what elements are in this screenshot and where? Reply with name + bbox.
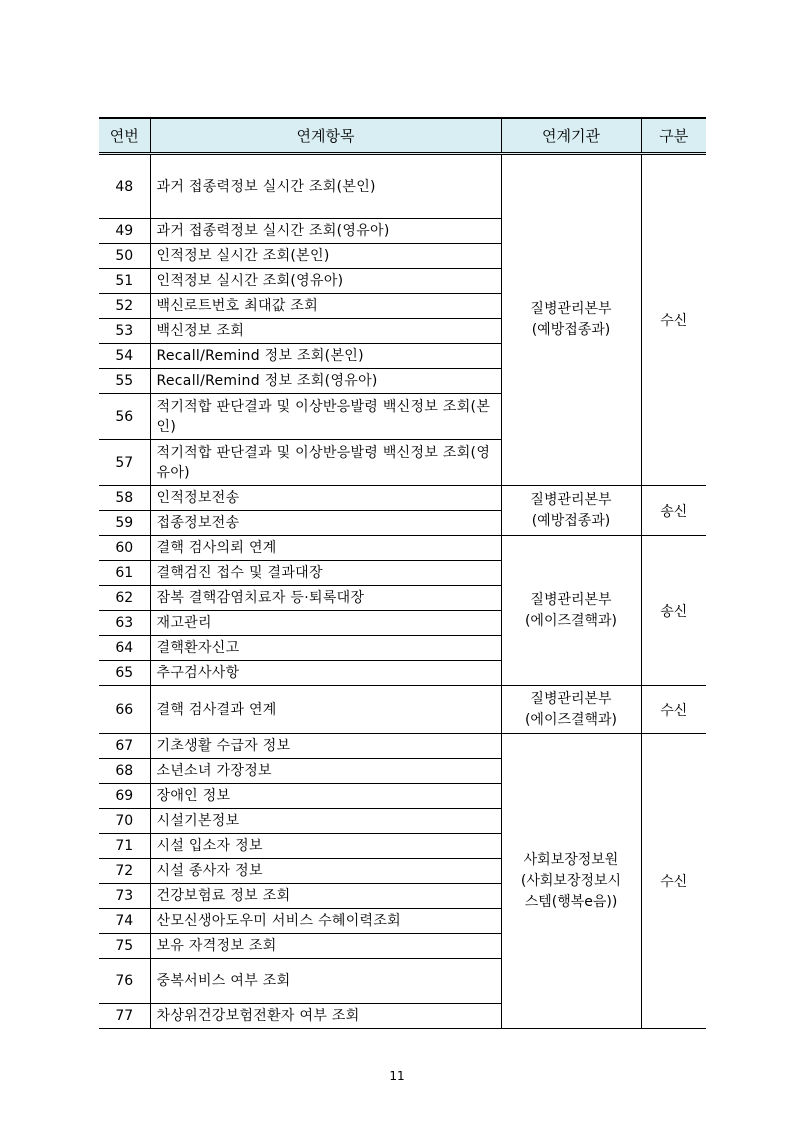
row-item: 백신정보 조회 [150,319,501,344]
row-number: 72 [99,859,150,884]
table-row [99,154,706,219]
division-cell: 송신 [641,486,706,536]
row-item: 소년소녀 가장정보 [150,759,501,784]
division-cell: 수신 [641,154,706,486]
row-number: 70 [99,809,150,834]
agency-dept: (에이즈결핵과) [524,711,618,728]
row-number: 48 [99,154,150,219]
table-row [99,536,706,561]
row-item: 인적정보 실시간 조회(영유아) [150,269,501,294]
header-link-agency: 연계기관 [501,118,641,154]
page-number: 11 [389,1069,405,1083]
agency-cell [501,686,641,734]
row-item: 중복서비스 여부 조회 [150,959,501,1004]
table-row [99,486,706,511]
row-item: 시설기본정보 [150,809,501,834]
integration-items-table [99,117,706,1029]
agency-dept: (예방접종과) [531,512,611,529]
row-item: 기초생활 수급자 정보 [150,734,501,759]
agency-dept: (예방접종과) [531,322,611,338]
row-number: 63 [99,611,150,636]
row-item: 과거 접종력정보 실시간 조회(본인) [150,154,501,219]
row-item: 시설 종사자 정보 [150,859,501,884]
agency-name: 질병관리본부 [530,591,612,608]
row-number: 67 [99,734,150,759]
row-number: 62 [99,586,150,611]
agency-dept: (사회보장정보시 [520,872,622,889]
row-number: 54 [99,344,150,369]
row-item: 적기적합 판단결과 및 이상반응발령 백신정보 조회(본인) [150,394,501,440]
agency-dept: (에이즈결핵과) [524,612,618,629]
row-item: 잠복 결핵감염치료자 등·퇴록대장 [150,586,501,611]
row-number: 59 [99,511,150,536]
row-number: 73 [99,884,150,909]
division-cell: 송신 [641,536,706,686]
agency-cell [501,154,641,486]
agency-cell [501,734,641,1029]
row-number: 68 [99,759,150,784]
table-header-row [99,118,706,154]
row-item: 인적정보전송 [150,486,501,511]
row-item: 결핵 검사결과 연계 [150,686,501,734]
row-number: 76 [99,959,150,1004]
row-item: 보유 자격정보 조회 [150,934,501,959]
division-cell: 수신 [641,686,706,734]
row-number: 55 [99,369,150,394]
row-item: 장애인 정보 [150,784,501,809]
row-number: 75 [99,934,150,959]
row-number: 74 [99,909,150,934]
row-item: Recall/Remind 정보 조회(영유아) [150,369,501,394]
agency-name: 사회보장정보원 [523,851,619,868]
row-number: 65 [99,661,150,686]
row-item: 적기적합 판단결과 및 이상반응발령 백신정보 조회(영유아) [150,440,501,486]
row-item: 접종정보전송 [150,511,501,536]
agency-name: 질병관리본부 [530,301,612,317]
table-row [99,686,706,734]
row-number: 60 [99,536,150,561]
row-item: 건강보험료 정보 조회 [150,884,501,909]
table-row [99,734,706,759]
row-number: 69 [99,784,150,809]
division-cell: 수신 [641,734,706,1029]
agency-name: 질병관리본부 [530,491,612,508]
row-item: 백신로트번호 최대값 조회 [150,294,501,319]
row-item: 시설 입소자 정보 [150,834,501,859]
row-item: 인적정보 실시간 조회(본인) [150,244,501,269]
header-division: 구분 [641,118,706,154]
row-number: 61 [99,561,150,586]
row-number: 57 [99,440,150,486]
agency-cell [501,536,641,686]
row-number: 52 [99,294,150,319]
row-item: 차상위건강보험전환자 여부 조회 [150,1004,501,1029]
row-number: 64 [99,636,150,661]
row-item: Recall/Remind 정보 조회(본인) [150,344,501,369]
row-number: 56 [99,394,150,440]
row-item: 추구검사사항 [150,661,501,686]
agency-name: 질병관리본부 [530,690,612,707]
agency-dept-cont: 스템(행복e음)) [524,893,618,910]
row-number: 49 [99,219,150,244]
agency-cell [501,486,641,536]
row-item: 산모신생아도우미 서비스 수혜이력조회 [150,909,501,934]
header-link-item: 연계항목 [150,118,501,154]
row-item: 결핵환자신고 [150,636,501,661]
row-number: 51 [99,269,150,294]
row-item: 과거 접종력정보 실시간 조회(영유아) [150,219,501,244]
row-item: 결핵검진 접수 및 결과대장 [150,561,501,586]
row-item: 재고관리 [150,611,501,636]
row-number: 53 [99,319,150,344]
header-serial-no: 연번 [99,118,150,154]
row-number: 71 [99,834,150,859]
row-number: 58 [99,486,150,511]
row-item: 결핵 검사의뢰 연계 [150,536,501,561]
row-number: 66 [99,686,150,734]
row-number: 77 [99,1004,150,1029]
row-number: 50 [99,244,150,269]
